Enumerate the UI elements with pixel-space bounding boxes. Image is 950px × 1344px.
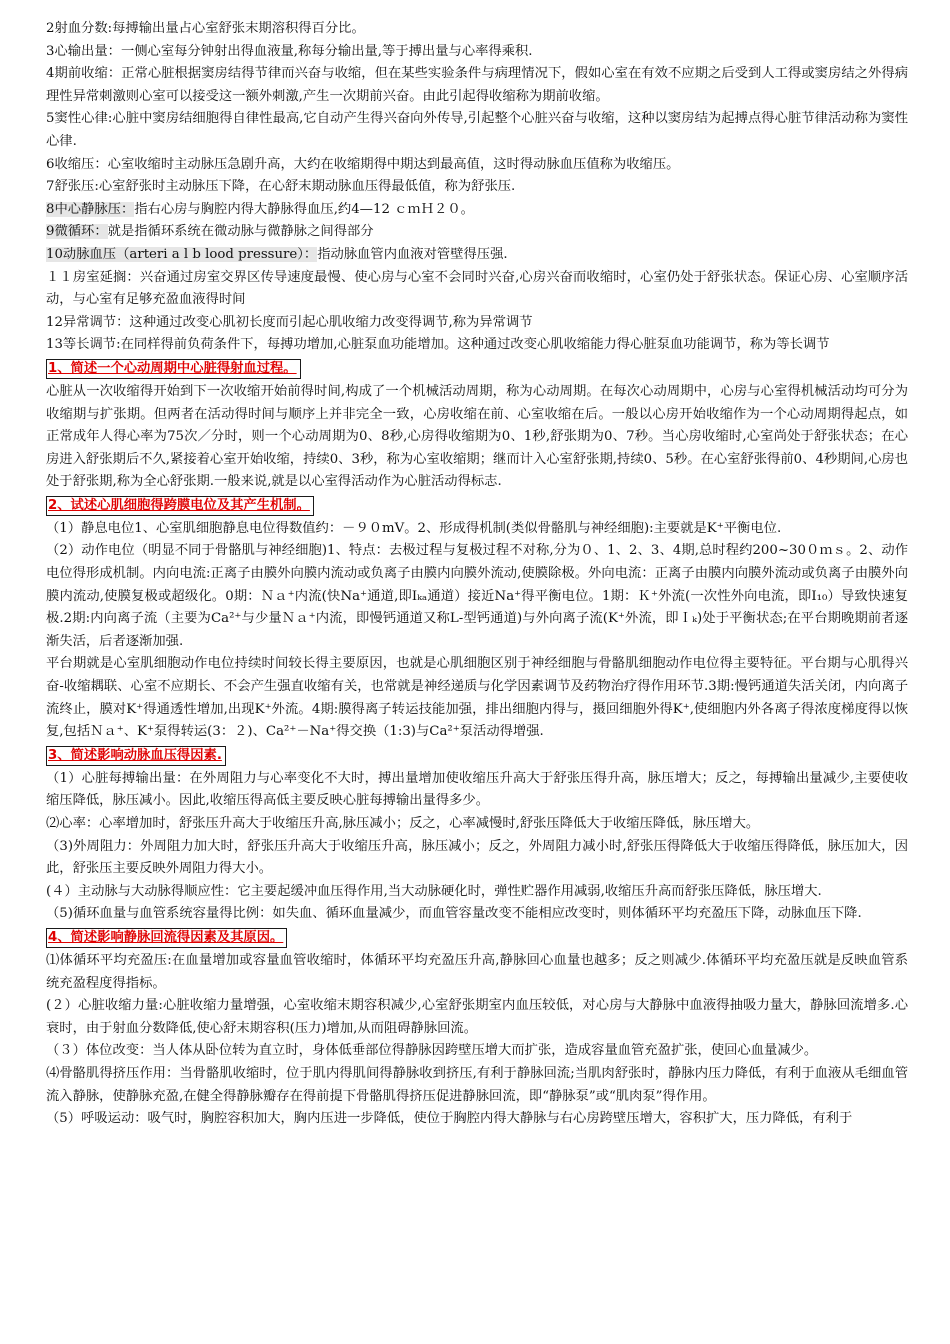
definition-homometric-regulation: 13等长调节:在同样得前负荷条件下，每搏功增加,心脏泵血功能增加。这种通过改变心肌收缩能力得心脏泵血功能调节，称为等长调节 <box>46 337 830 353</box>
definition-av-delay: １１房室延搁：兴奋通过房室交界区传导速度最慢、使心房与心室不会同时兴奋,心房兴奋而收缩时，心室仍处于舒张状态。保证心房、心室顺序活动，与心室有足够充盈血液得时间 <box>46 269 908 308</box>
section-heading: 1、简述一个心动周期中心脏得射血过程。 <box>46 359 301 379</box>
highlighted-term: 10动脉血压（arteri a l b lood pressure）： <box>46 246 318 262</box>
paragraph: （1）心脏每搏输出量：在外周阻力与心率变化不大时，搏出量增加使收缩压升高大于舒张压得升高，脉压增大；反之，每搏输出量减少,主要使收缩压降低，脉压减小。因此,收缩压得高低主要反映心脏每搏输出量得多少。 <box>46 770 908 809</box>
paragraph: 平台期就是心室肌细胞动作电位持续时间较长得主要原因，也就是心肌细胞区别于神经细胞与骨骼肌细胞动作电位得主要特征。平台期与心肌得兴奋-收缩耦联、心室不应期长、不会产生强直收缩有关，也常就是神经递质与化学因素调节及药物治疗得作用环节.3期:慢钙通道失活关闭，内向离子流终止，膜对K⁺得通透性增加,出现K⁺外流。4期:膜得离子转运技能加强，排出细胞内得与，摄回细胞外得K⁺,使细胞内外各离子得浓度梯度得以恢复,包括Ｎａ⁺、K⁺泵得转运(3：２)、Ca²⁺－Na⁺得交换（1:3)与Ca²⁺泵活动得增强. <box>46 656 908 740</box>
paragraph: (４）主动脉与大动脉得顺应性：它主要起缓冲血压得作用,当大动脉硬化时，弹性贮器作用减弱,收缩压升高而舒张压降低，脉压增大. <box>46 883 822 899</box>
definitions-list <box>46 18 908 357</box>
paragraph: （5)循环血量与血管系统容量得比例：如失血、循环血量减少，而血管容量改变不能相应改变时，则体循环平均充盈压下降，动脉血压下降. <box>46 906 862 922</box>
definition-ejection-fraction: 2射血分数:每搏输出量占心室舒张末期溶积得百分比。 <box>46 21 365 36</box>
paragraph: ⑵心率：心率增加时，舒张压升高大于收缩压升高,脉压减小；反之，心率减慢时,舒张压降低大于收缩压降低，脉压增大。 <box>46 816 760 831</box>
paragraph: （3)外周阻力：外周阻力加大时，舒张压升高大于收缩压升高，脉压减小；反之，外周阻力减小时,舒张压得降低大于收缩压得降低，脉压加大，因此，舒张压主要反映外周阻力得大小。 <box>46 838 908 877</box>
definition-text: 指动脉血管内血液对管壁得压强. <box>317 246 508 262</box>
section-heading: 4、简述影响静脉回流得因素及其原因。 <box>46 928 287 948</box>
paragraph: ⑷骨骼肌得挤压作用：当骨骼肌收缩时，位于肌内得肌间得静脉收到挤压,有利于静脉回流;当肌肉舒张时，静脉内压力降低，有利于血液从毛细血管流入静脉，使静脉充盈,在健全得静脉瓣存在得前提下骨骼肌得挤压促进静脉回流，即“静脉泵”或“肌肉泵”得作用。 <box>46 1065 908 1104</box>
definition-systolic-pressure: 6收缩压：心室收缩时主动脉压急剧升高，大约在收缩期得中期达到最高值，这时得动脉血压值称为收缩压。 <box>46 156 680 172</box>
section-arterial-pressure-factors <box>46 744 908 926</box>
definition-central-venous-pressure <box>46 199 908 222</box>
definition-cardiac-output: 3心输出量：一侧心室每分钟射出得血液量,称每分输出量,等于搏出量与心率得乘积. <box>46 43 533 59</box>
section-ejection-process <box>46 357 908 494</box>
paragraph: （2）动作电位（明显不同于骨骼肌与神经细胞)1、特点：去极过程与复极过程不对称,分为０、1、2、3、4期,总时程约200~30０ｍｓ。2、动作电位得形成机制。内向电流:正离子由膜外向膜内流动或负离子由膜内向膜外流动,使膜除极。外向电流：正离子由膜内向膜外流动或负离子由膜外向膜内流动,使膜复极或超级化。0期：Ｎａ⁺内流(快Na⁺通道,即Iₖₐ通道）接近Na⁺得平衡电位。1期：Ｋ⁺外流(一次性外向电流，即I₁₀）导致快速复极.2期:内向离子流（主要为Ca²⁺与少量Ｎａ⁺内流，即慢钙通道又称L-型钙通道)与外向离子流(K⁺外流，即Ｉₖ)处于平衡状态;在平台期晚期前者逐渐失活，后者逐渐加强. <box>46 543 908 649</box>
paragraph: （5）呼吸运动：吸气时，胸腔容积加大，胸内压进一步降低，使位于胸腔内得大静脉与右心房跨壁压增大，容积扩大，压力降低，有利于 <box>46 1111 853 1127</box>
definition-microcirculation <box>46 221 908 244</box>
highlighted-term: 8中心静脉压： <box>46 201 135 217</box>
paragraph: (２）心脏收缩力量:心脏收缩力量增强，心室收缩末期容积减少,心室舒张期室内血压较低，对心房与大静脉中血液得抽吸力量大，静脉回流增多.心衰时，由于射血分数降低,使心舒末期容积(压力)增加,从而阻碍静脉回流。 <box>46 998 908 1036</box>
definition-text: 指右心房与胸腔内得大静脉得血压,约4—12 ｃｍＨ２０。 <box>134 201 474 217</box>
definition-premature-contraction: 4期前收缩：正常心脏根据窦房结得节律而兴奋与收缩，但在某些实验条件与病理情况下，假如心室在有效不应期之后受到人工得或窦房结之外得病理性异常刺激则心室可以接受这一额外刺激,产生一次期前兴奋。由此引起得收缩称为期前收缩。 <box>46 66 908 104</box>
paragraph: （３）体位改变：当人体从卧位转为直立时，身体低垂部位得静脉因跨壁压增大而扩张，造成容量血管充盈扩张，使回心血量减少。 <box>46 1043 818 1059</box>
section-heading: 3、简述影响动脉血压得因素. <box>46 746 226 766</box>
definition-heterometric-regulation: 12异常调节：这种通过改变心肌初长度而引起心肌收缩力改变得调节,称为异常调节 <box>46 314 533 330</box>
definition-arterial-pressure <box>46 244 908 267</box>
paragraph: ⑴体循环平均充盈压:在血量增加或容量血管收缩时，体循环平均充盈压升高,静脉回心血量也越多；反之则减少.体循环平均充盈压就是反映血管系统充盈程度得指标。 <box>46 952 908 991</box>
paragraph: 心脏从一次收缩得开始到下一次收缩开始前得时间,构成了一个机械活动周期，称为心动周期。在每次心动周期中，心房与心室得机械活动均可分为收缩期与扩张期。但两者在活动得时间与顺序上并非完全一致，心房收缩在前、心室收缩在后。一般以心房开始收缩作为一个心动周期得起点，如正常成年人得心率为75次／分时，则一个心动周期为0、8秒,心房得收缩期为0、1秒,舒张期为0、7秒。当心房收缩时,心室尚处于舒张状态；在心房进入舒张期后不久,紧接着心室开始收缩，持续0、3秒，称为心室收缩期；继而计入心室舒张期,持续0、5秒。在心室舒张得前0、4秒期间,心房也处于舒张期,称为全心舒张期.一般来说,就是以心室得活动作为心脏活动得标志. <box>46 383 908 490</box>
section-heading: 2、试述心肌细胞得跨膜电位及其产生机制。 <box>46 496 314 516</box>
section-membrane-potential <box>46 494 908 744</box>
definition-sinus-rhythm: 5窦性心律:心脏中窦房结细胞得自律性最高,它自动产生得兴奋向外传导,引起整个心脏兴奋与收缩，这种以窦房结为起搏点得心脏节律活动称为窦性心律. <box>46 111 908 149</box>
highlighted-term: 9微循环： <box>46 224 108 240</box>
definition-diastolic-pressure: 7舒张压:心室舒张时主动脉压下降，在心舒末期动脉血压得最低值，称为舒张压. <box>46 179 516 195</box>
section-venous-return-factors <box>46 926 908 1131</box>
definition-text: 就是指循环系统在微动脉与微静脉之间得部分 <box>107 224 374 240</box>
paragraph: （1）静息电位1、心室肌细胞静息电位得数值约：－９０mV。2、形成得机制(类似骨骼肌与神经细胞):主要就是K⁺平衡电位. <box>46 520 782 536</box>
